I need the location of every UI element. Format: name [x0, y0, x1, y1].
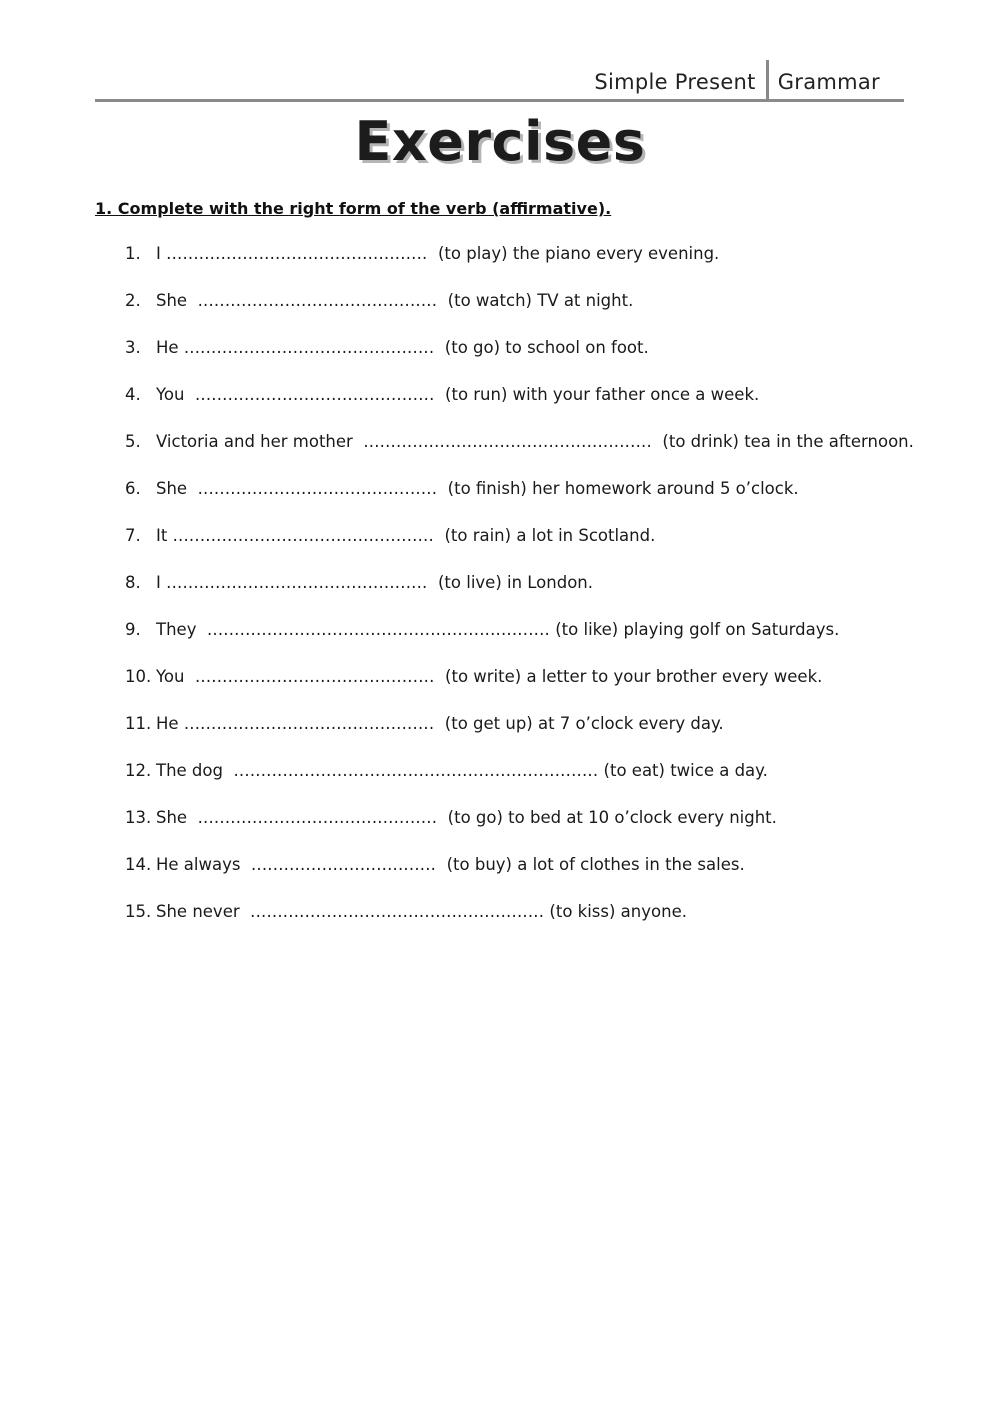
item-subject: The dog — [156, 761, 223, 780]
exercise-item — [125, 854, 925, 901]
exercise-item — [125, 760, 925, 807]
item-verb-prompt: (to get up) at 7 o’clock every day. — [444, 714, 724, 733]
item-blank[interactable]: .................................. — [250, 855, 437, 874]
item-number: 10. — [125, 667, 152, 686]
page-header — [95, 60, 904, 100]
item-verb-prompt: (to go) to school on foot. — [444, 338, 649, 357]
item-verb-prompt: (to write) a letter to your brother every week. — [445, 667, 823, 686]
item-number: 8. — [125, 573, 141, 592]
item-number: 3. — [125, 338, 141, 357]
exercise-item — [125, 666, 925, 713]
item-number: 12. — [125, 761, 152, 780]
exercise-item — [125, 807, 925, 854]
item-verb-prompt: (to run) with your father once a week. — [445, 385, 760, 404]
item-subject: He always — [156, 855, 241, 874]
page-title: Exercises — [354, 110, 646, 173]
item-subject: He — [156, 338, 179, 357]
item-verb-prompt: (to live) in London. — [437, 573, 594, 592]
exercise-item — [125, 525, 925, 572]
item-number: 15. — [125, 902, 152, 921]
item-number: 14. — [125, 855, 152, 874]
item-blank[interactable]: ................................................ — [166, 244, 428, 263]
item-number: 6. — [125, 479, 141, 498]
exercise-item — [125, 290, 925, 337]
exercise-instruction: 1. Complete with the right form of the verb (affirmative). — [95, 199, 612, 218]
item-verb-prompt: (to drink) tea in the afternoon. — [662, 432, 914, 451]
item-blank[interactable]: ................................................ — [172, 526, 434, 545]
item-verb-prompt: (to like) playing golf on Saturdays. — [555, 620, 840, 639]
item-number: 5. — [125, 432, 141, 451]
item-blank[interactable]: ...................................................... — [250, 902, 545, 921]
item-subject: She — [156, 291, 188, 310]
item-subject: They — [156, 620, 197, 639]
item-blank[interactable]: .............................................. — [183, 338, 435, 357]
item-subject: Victoria and her mother — [156, 432, 353, 451]
item-verb-prompt: (to finish) her homework around 5 o’clock. — [447, 479, 799, 498]
item-blank[interactable]: ............................................ — [194, 385, 435, 404]
item-verb-prompt: (to rain) a lot in Scotland. — [444, 526, 656, 545]
item-blank[interactable]: ............................................ — [197, 808, 438, 827]
item-blank[interactable]: ............................................ — [197, 291, 438, 310]
item-subject: I — [156, 573, 161, 592]
exercise-item — [125, 619, 925, 666]
item-blank[interactable]: .............................................. — [183, 714, 435, 733]
exercise-item — [125, 384, 925, 431]
exercise-item — [125, 478, 925, 525]
item-subject: She never — [156, 902, 240, 921]
item-subject: You — [156, 385, 185, 404]
exercise-list — [125, 243, 925, 948]
item-verb-prompt: (to kiss) anyone. — [549, 902, 687, 921]
item-blank[interactable]: ............................................ — [197, 479, 438, 498]
item-number: 7. — [125, 526, 141, 545]
item-subject: She — [156, 479, 188, 498]
item-subject: He — [156, 714, 179, 733]
item-subject: She — [156, 808, 188, 827]
item-blank[interactable]: ............................................ — [194, 667, 435, 686]
item-number: 9. — [125, 620, 141, 639]
header-subject: Simple Present — [594, 70, 756, 94]
item-number: 13. — [125, 808, 152, 827]
exercise-item — [125, 431, 925, 478]
item-blank[interactable]: ................................................ — [166, 573, 428, 592]
header-section: Grammar — [777, 70, 880, 94]
exercise-item — [125, 337, 925, 384]
item-number: 1. — [125, 244, 141, 263]
header-rule — [95, 99, 904, 102]
exercise-item — [125, 243, 925, 290]
item-subject: You — [156, 667, 185, 686]
item-blank[interactable]: ..................................................... — [363, 432, 652, 451]
item-subject: I — [156, 244, 161, 263]
item-blank[interactable]: ................................................................... — [233, 761, 599, 780]
item-verb-prompt: (to buy) a lot of clothes in the sales. — [446, 855, 745, 874]
exercise-item — [125, 713, 925, 760]
item-number: 11. — [125, 714, 152, 733]
header-labels — [594, 60, 880, 100]
item-verb-prompt: (to go) to bed at 10 o’clock every night. — [447, 808, 777, 827]
item-verb-prompt: (to watch) TV at night. — [447, 291, 634, 310]
item-number: 2. — [125, 291, 141, 310]
item-number: 4. — [125, 385, 141, 404]
item-blank[interactable]: ............................................................... — [206, 620, 550, 639]
item-subject: It — [156, 526, 168, 545]
exercise-item — [125, 572, 925, 619]
item-verb-prompt: (to eat) twice a day. — [603, 761, 768, 780]
exercise-item — [125, 901, 925, 948]
item-verb-prompt: (to play) the piano every evening. — [437, 244, 720, 263]
